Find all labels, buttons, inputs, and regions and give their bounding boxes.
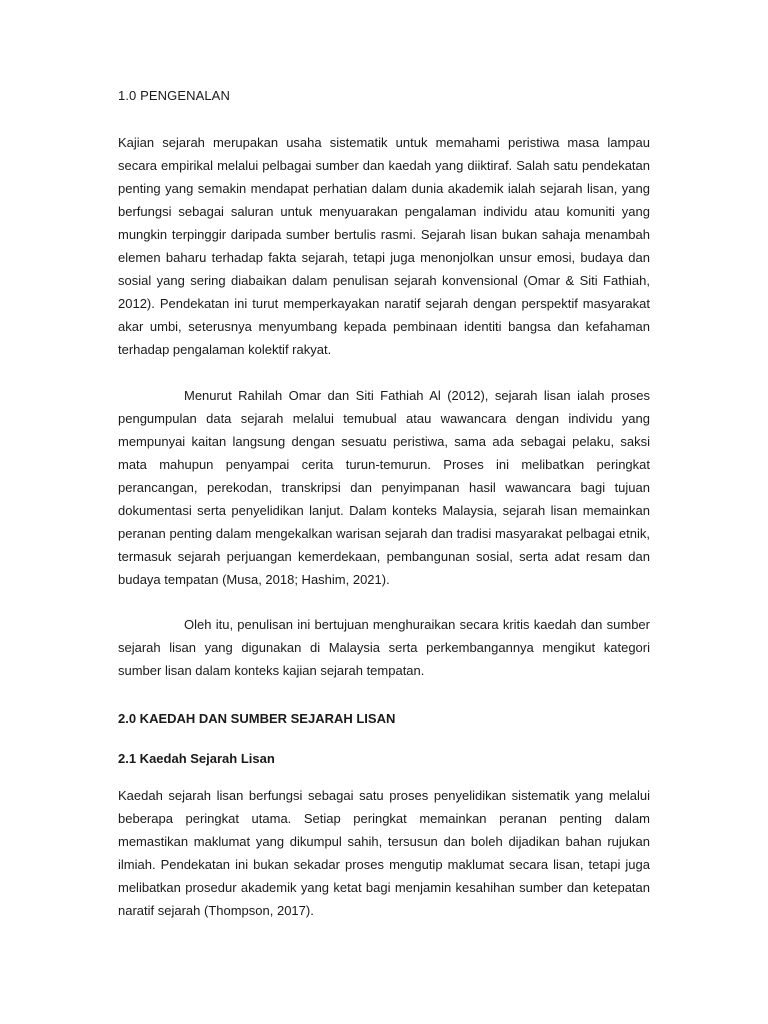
paragraph-purpose: Oleh itu, penulisan ini bertujuan menghuraikan secara kritis kaedah dan sumber sejarah lisan yang digunakan di Malaysia serta perkembangannya mengikut kategori sumber lisan dalam konteks kajian sejarah tempatan. bbox=[118, 617, 650, 678]
page-content bbox=[118, 86, 650, 922]
subsection-heading-kaedah-lisan: 2.1 Kaedah Sejarah Lisan bbox=[118, 751, 275, 766]
paragraph-kaedah: Kaedah sejarah lisan berfungsi sebagai satu proses penyelidikan sistematik yang melalui beberapa peringkat utama. Setiap peringkat memainkan peranan penting dalam memastikan maklumat yang dikumpul sahih, tersusun dan boleh dijadikan bahan rujukan ilmiah. Pendekatan ini bukan sekadar proses mengutip maklumat secara lisan, tetapi juga melibatkan prosedur akademik yang ketat bagi menjamin kesahihan sumber dan ketepatan naratif sejarah (Thompson, 2017). bbox=[118, 788, 650, 918]
paragraph-intro: Kajian sejarah merupakan usaha sistematik untuk memahami peristiwa masa lampau secara empirikal melalui pelbagai sumber dan kaedah yang diiktiraf. Salah satu pendekatan penting yang semakin mendapat perhatian dalam dunia akademik ialah sejarah lisan, yang berfungsi sebagai saluran untuk menyuarakan pengalaman individu atau komuniti yang mungkin terpinggir daripada sumber bertulis rasmi. Sejarah lisan bukan sahaja menambah elemen baharu terhadap fakta sejarah, tetapi juga menonjolkan unsur emosi, budaya dan sosial yang sering diabaikan dalam penulisan sejarah konvensional (Omar & Siti Fathiah, 2012). Pendekatan ini turut memperkayakan naratif sejarah dengan perspektif masyarakat akar umbi, seterusnya menyumbang kepada pembinaan identiti bangsa dan kefahaman terhadap pengalaman kolektif rakyat. bbox=[118, 135, 650, 357]
section-heading-kaedah-sumber: 2.0 KAEDAH DAN SUMBER SEJARAH LISAN bbox=[118, 711, 396, 726]
section-heading-pengenalan: 1.0 PENGENALAN bbox=[118, 88, 230, 103]
paragraph-definition: Menurut Rahilah Omar dan Siti Fathiah Al (2012), sejarah lisan ialah proses pengumpulan data sejarah melalui temubual atau wawancara dengan individu yang mempunyai kaitan langsung dengan sesuatu peristiwa, sama ada sebagai pelaku, saksi mata mahupun penyampai cerita turun-temurun. Proses ini melibatkan peringkat perancangan, perekodan, transkripsi dan penyimpanan hasil wawancara bagi tujuan dokumentasi serta penyelidikan lanjut. Dalam konteks Malaysia, sejarah lisan memainkan peranan penting dalam mengekalkan warisan sejarah dan tradisi masyarakat pelbagai etnik, termasuk sejarah perjuangan kemerdekaan, pembangunan sosial, serta adat resam dan budaya tempatan (Musa, 2018; Hashim, 2021). bbox=[118, 388, 650, 587]
